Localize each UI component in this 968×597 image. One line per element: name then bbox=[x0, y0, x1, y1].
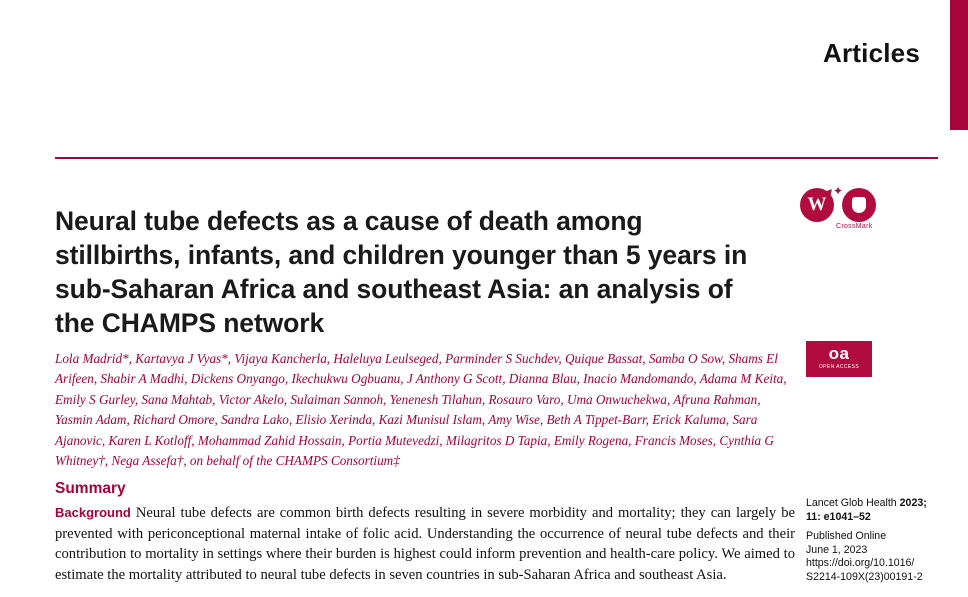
crossmark-mark-icon bbox=[842, 188, 876, 222]
crossmark-badge[interactable] bbox=[800, 184, 910, 236]
header-color-band bbox=[950, 0, 968, 130]
header-divider bbox=[55, 157, 938, 159]
open-access-subtext: OPEN ACCESS bbox=[818, 364, 860, 370]
summary-background-text: Neural tube defects are common birth defects resulting in severe morbidity and mortality; they can largely be prevented with periconceptional maternal intake of folic acid. Understanding the occurrence of neural tube defects and their contribution to mortality in settings where their burden is highest could inform prevention and health-care policy. We aimed to estimate the mortality attributed to neural tube defects in seven countries in sub-Saharan Africa and southeast Asia. bbox=[55, 505, 795, 583]
citation-volume-pages bbox=[806, 511, 941, 525]
page-section-label: Articles bbox=[823, 38, 920, 68]
author-list: Lola Madrid*, Kartavya J Vyas*, Vijaya Kancherla, Haleluya Leulseged, Parminder S Suchdev, Quique Bassat, Samba O Sow, Shams El Arifeen, Shabir A Madhi, Dickens Onyango, Ikechukwu Ogbuanu, J Anthony G Scott, Dianna Blau, Inacio Mandomando, Adama M Keita, Emily S Gurley, Sana Mahtab, Victor Akelo, Sulaiman Sannoh, Yenenesh Tilahun, Rosauro Varo, Uma Onwuchekwa, Afruna Rahman, Yasmin Adam, Richard Omore, Sandra Lako, Elisio Xerinda, Kazi Munisul Islam, Amy Wise, Beth A Tippet-Barr, Erick Kaluma, Sara Ajanovic, Karen L Kotloff, Mohammad Zahid Hossain, Portia Mutevedzi, Milagritos D Tapia, Emily Rogena, Francis Moses, Cynthia G Whitney†, Nega Assefa†, on behalf of the CHAMPS Consortium‡ bbox=[55, 351, 787, 469]
crossmark-label: CrossMark bbox=[836, 223, 873, 230]
open-access-badge[interactable] bbox=[806, 341, 872, 377]
citation-journal: Lancet Glob Health bbox=[806, 497, 897, 509]
citation-volume-pages-text: 11: e1041–52 bbox=[806, 510, 871, 523]
open-access-text: oa bbox=[828, 344, 850, 363]
published-online-date: June 1, 2023 bbox=[806, 543, 868, 556]
summary-heading: Summary bbox=[55, 480, 126, 497]
crossmark-star-icon: ✦ bbox=[833, 184, 844, 198]
doi-line-1[interactable]: https://doi.org/10.1016/ bbox=[806, 557, 915, 570]
citation-year: 2023; bbox=[899, 497, 927, 509]
summary-background-label: Background bbox=[55, 505, 131, 520]
published-online-label: Published Online bbox=[806, 530, 887, 543]
doi-line-2[interactable]: S2214-109X(23)00191-2 bbox=[806, 570, 923, 583]
citation-journal-line bbox=[806, 497, 941, 511]
citation-block bbox=[806, 497, 941, 585]
crossmark-w-icon: W bbox=[800, 188, 834, 222]
summary-background-paragraph bbox=[55, 503, 795, 585]
article-title: Neural tube defects as a cause of death among stillbirths, infants, and children younger than 5 years in sub-Saharan Africa and southeast Asia: an analysis of the CHAMPS network bbox=[55, 205, 748, 338]
